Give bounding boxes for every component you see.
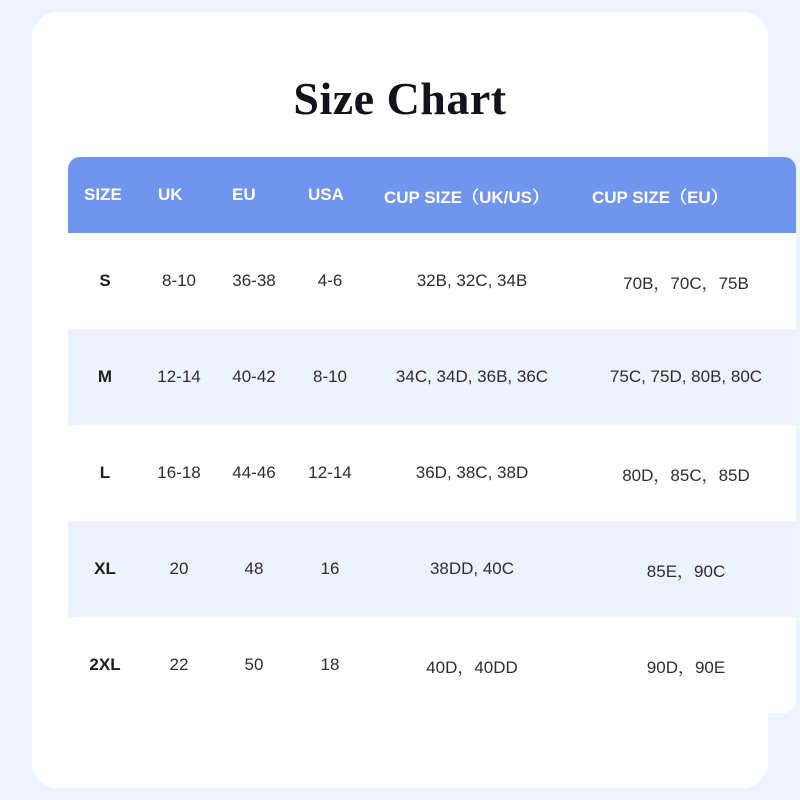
cell-uk: 16-18 [142,425,216,521]
cell-cup-eu: 90D，90E [576,617,796,713]
cell-size: XL [68,521,142,617]
cell-eu: 48 [216,521,292,617]
cell-usa: 8-10 [292,329,368,425]
cell-uk: 8-10 [142,233,216,329]
column-header-usa: USA [292,157,368,233]
cell-uk: 12-14 [142,329,216,425]
table-header-row [68,157,796,233]
cell-usa: 4-6 [292,233,368,329]
cell-cup-eu: 70B，70C，75B [576,233,796,329]
cell-cup-eu: 80D，85C，85D [576,425,796,521]
cell-cup-uk-us: 34C, 34D, 36B, 36C [368,329,576,425]
cell-usa: 18 [292,617,368,713]
table-row [68,425,796,521]
page-title: Size Chart [293,73,507,124]
cell-cup-eu: 85E，90C [576,521,796,617]
table-row [68,521,796,617]
cell-cup-eu: 75C, 75D, 80B, 80C [576,329,796,425]
column-header-cup-eu: CUP SIZE（EU） [576,157,796,233]
table-header [68,157,796,233]
cell-eu: 40-42 [216,329,292,425]
cell-size: 2XL [68,617,142,713]
cell-eu: 44-46 [216,425,292,521]
column-header-uk: UK [142,157,216,233]
table-body [68,233,796,713]
cell-size: M [68,329,142,425]
cell-usa: 16 [292,521,368,617]
cell-size: L [68,425,142,521]
table-row [68,329,796,425]
column-header-cup-uk-us: CUP SIZE（UK/US） [368,157,576,233]
cell-cup-uk-us: 32B, 32C, 34B [368,233,576,329]
column-header-size: SIZE [68,157,142,233]
column-header-eu: EU [216,157,292,233]
table-row [68,233,796,329]
size-chart-table [68,157,796,713]
size-chart-card [32,12,768,788]
cell-uk: 22 [142,617,216,713]
cell-cup-uk-us: 38DD, 40C [368,521,576,617]
size-chart-table-wrapper [68,157,796,713]
cell-eu: 36-38 [216,233,292,329]
cell-usa: 12-14 [292,425,368,521]
cell-cup-uk-us: 36D, 38C, 38D [368,425,576,521]
cell-uk: 20 [142,521,216,617]
table-row [68,617,796,713]
cell-cup-uk-us: 40D，40DD [368,617,576,713]
cell-eu: 50 [216,617,292,713]
cell-size: S [68,233,142,329]
